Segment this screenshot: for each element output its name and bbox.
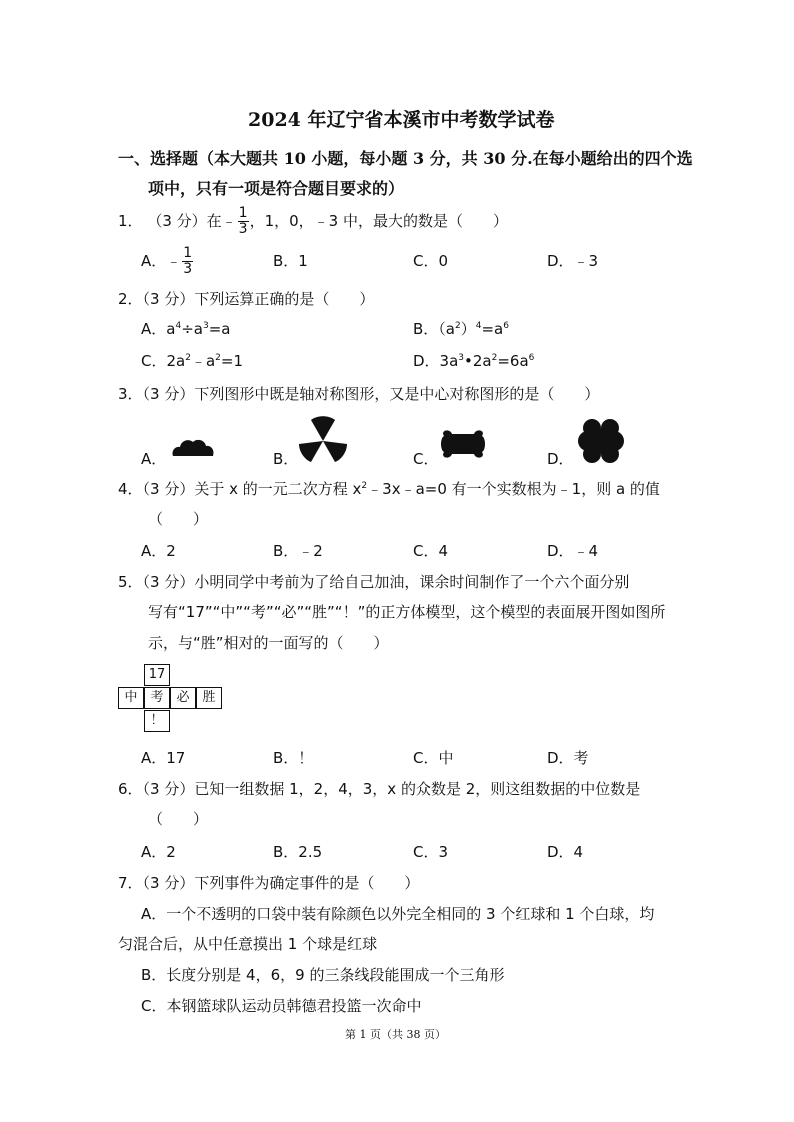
question-1 [118,206,508,237]
option-d: D．考 [547,749,589,767]
option-b: B． [273,450,299,468]
option-text: B．（a [413,320,455,338]
net-cell: 胜 [196,687,222,709]
question-text: （3 分）在﹣ [147,212,237,230]
option-text: C．2a [141,352,186,370]
question-text: （3 分）下列事件为确定事件的是（ ） [142,874,420,892]
exponent: 2 [454,321,461,331]
option-text: =1 [220,352,244,370]
option-c: C．0 [413,252,449,270]
question-number: 5． [118,573,143,591]
question-text: （3 分）小明同学中考前为了给自己加油，课余时间制作了一个六个面分别 [142,573,630,591]
option-a: A．一个不透明的口袋中装有除颜色以外完全相同的 3 个红球和 1 个白球，均 [141,905,655,923]
option-c: C． [413,450,439,468]
option-text: ） [460,320,476,338]
option-text: ÷a [181,320,203,338]
option-a-cont: 匀混合后，从中任意摸出 1 个球是红球 [118,935,378,953]
question-number: 1． [118,212,143,230]
fraction-denominator: 3 [238,221,248,237]
exponent: 3 [458,353,465,363]
option-a [141,246,194,277]
option-a: A．17 [141,749,186,767]
page-footer: 第 1 页（共 38 页） [345,1028,446,1041]
exponent: 3 [202,321,209,331]
four-leaf-shape-icon [574,414,628,468]
section-heading-cont: 项中，只有一项是符合题目要求的） [148,179,405,198]
option-a: A． [141,450,167,468]
option-d: D．4 [547,843,584,861]
question-text: （3 分）下列图形中既是轴对称图形，又是中心对称图形的是（ ） [142,385,600,403]
question-text: （3 分）关于 x 的一元二次方程 x [142,480,362,498]
net-cell-bottom: ！ [144,710,170,732]
option-d: D． [547,450,574,468]
question-number: 4． [118,480,143,498]
question-text: （3 分）下列运算正确的是（ ） [142,290,375,308]
option-a: A．2 [141,542,176,560]
section-heading: 一、选择题（本大题共 10 小题，每小题 3 分，共 30 分.在每小题给出的四个选 [118,149,693,168]
fraction [238,206,249,237]
fraction [182,246,193,277]
option-text: =a [481,320,504,338]
option-d: D．﹣4 [547,542,599,560]
three-leaf-shape-icon [297,414,349,466]
question-number: 2． [118,290,143,308]
cloud-shape-icon [170,432,216,462]
option-label: A．﹣ [141,252,182,270]
option-b [413,319,509,339]
net-cell: 考 [144,687,170,709]
option-c: C．4 [413,542,449,560]
answer-bracket: （ ） [148,510,209,528]
fraction-numerator: 1 [183,245,193,261]
answer-bracket: （ ） [148,810,209,828]
exponent: 2 [491,353,498,363]
question-number: 3． [118,385,143,403]
option-c: C．本钢篮球队运动员韩德君投篮一次命中 [141,997,422,1015]
option-c [141,351,243,371]
option-a: A．2 [141,843,176,861]
option-text: =a [208,320,231,338]
option-b: B．﹣2 [273,542,323,560]
page-title: 2024 年辽宁省本溪市中考数学试卷 [248,109,555,131]
question-text: ，1，0，﹣3 中，最大的数是（ ） [249,212,508,230]
exponent: 6 [528,353,535,363]
fraction-numerator: 1 [238,205,248,221]
question-7 [118,873,419,893]
option-text: =6a [497,352,529,370]
option-c: C．3 [413,843,449,861]
option-d [413,351,534,371]
question-2 [118,289,374,309]
option-text: •2a [464,352,492,370]
option-b: B．！ [273,749,314,767]
net-cell: 必 [170,687,196,709]
net-cell-top: 17 [144,664,170,686]
question-text-line: 写有“17”“中”“考”“必”“胜”“！”的正方体模型，这个模型的表面展开图如图所 [148,603,666,621]
question-number: 6． [118,780,143,798]
question-5 [118,572,629,592]
option-text: D．3a [413,352,459,370]
option-a [141,319,230,339]
exponent: 2 [185,353,191,363]
option-text: A．a [141,320,176,338]
net-cell: 中 [118,687,144,709]
option-c: C．中 [413,749,454,767]
option-d: D．﹣3 [547,252,599,270]
question-6 [118,779,640,799]
option-text: ﹣a [190,352,216,370]
fraction-denominator: 3 [183,261,193,277]
question-3 [118,384,599,404]
exponent: 4 [175,321,182,331]
question-text: （3 分）已知一组数据 1，2，4，3，x 的众数是 2，则这组数据的中位数是 [142,780,641,798]
option-b: B．2.5 [273,843,323,861]
question-text-line: 示，与“胜”相对的一面写的（ ） [148,634,389,652]
option-b: B．1 [273,252,308,270]
bone-shape-icon [440,428,486,460]
exponent: 4 [475,321,482,331]
exponent: 6 [503,321,509,331]
question-text: ﹣3x﹣a=0 有一个实数根为﹣1，则 a 的值 [367,480,660,498]
question-number: 7． [118,874,143,892]
exponent: 2 [361,481,368,491]
option-b: B．长度分别是 4，6，9 的三条线段能围成一个三角形 [141,966,505,984]
exponent: 2 [215,353,221,363]
question-4 [118,479,660,499]
